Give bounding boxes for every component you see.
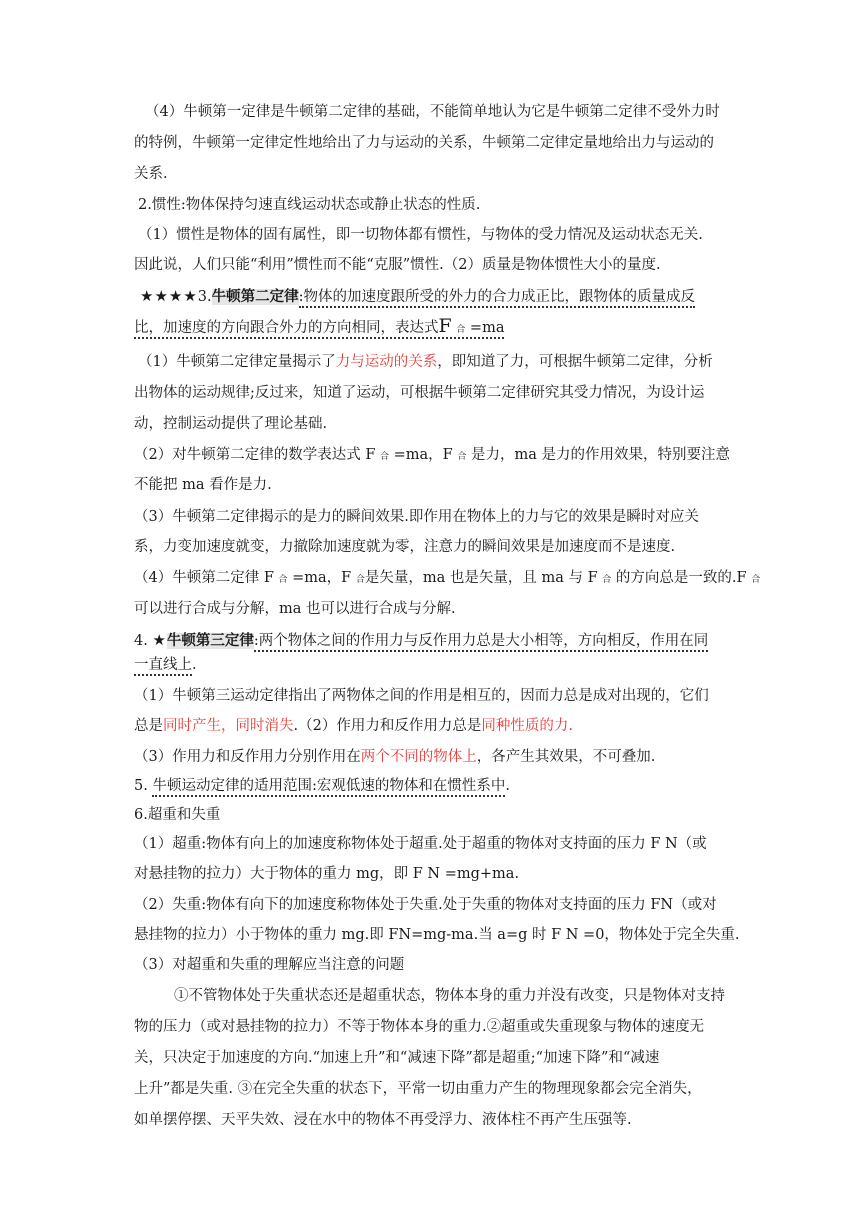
text-span: 的方向总是一致的.F: [611, 570, 752, 586]
text-span: ，各产生其效果，不可叠加.: [476, 749, 656, 765]
second-law-definition-part2: [134, 315, 505, 339]
text-span: （2）对牛顿第二定律的数学表达式 F: [134, 447, 381, 463]
subscript: 合: [380, 452, 390, 462]
third-law-heading-line2: [134, 655, 197, 675]
third-law-definition-part2: 一直线上: [134, 657, 192, 676]
second-law-p2-line2: 不能把 ma 看作是力.: [134, 477, 272, 493]
inertia-line1: （1）惯性是物体的固有属性，即一切物体都有惯性，与物体的受力情况及运动状态无关.: [138, 227, 703, 243]
formula-rhs: =ma: [469, 320, 505, 336]
subscript: 合: [602, 575, 612, 585]
second-law-definition-part1: :物体的加速度跟所受的外力的合力成正比，跟物体的质量成反: [299, 289, 695, 308]
emphasis-red: 两个不同的物体上: [360, 749, 477, 765]
second-law-p1-line3: 动，控制运动提供了理论基础.: [134, 416, 328, 432]
second-law-heading-line1: [140, 286, 695, 307]
formula-subscript: 合: [456, 325, 466, 335]
third-law-definition-part1: :两个物体之间的作用力与反作用力总是大小相等，方向相反，作用在同: [254, 633, 708, 652]
weightless-p2-line2: 悬挂物的拉力）小于物体的重力 mg.即 FN=mg-ma.当 a=g 时 F N =0，物体处于完全失重.: [134, 927, 740, 943]
inertia-line2: 因此说，人们只能“利用”惯性而不能“克服”惯性.（2）质量是物体惯性大小的量度.: [134, 257, 661, 273]
text-span: .（2）作用力和反作用力总是: [293, 718, 482, 734]
third-law-p1-line2: [134, 716, 573, 736]
second-law-p1-line2: 出物体的运动规律;反过来，知道了运动，可根据牛顿第二定律研究其受力情况，为设计运: [134, 385, 705, 401]
formula-F: F: [438, 315, 452, 337]
second-law-p4-line1: [134, 568, 760, 590]
weightless-p2-line1: （2）失重:物体有向下的加速度称物体处于失重.处于失重的物体对支持面的压力 FN（或对: [134, 897, 717, 913]
overweight-p1-line1: （1）超重:物体有向上的加速度称物体处于超重.处于超重的物体对支持面的压力 F N（或: [134, 836, 707, 852]
text-span: ，即知道了力，可根据牛顿第二定律，分析: [437, 354, 713, 370]
para-first-law-line3: 关系.: [134, 166, 168, 182]
text-span: （3）作用力和反作用力分别作用在: [134, 749, 361, 765]
third-law-p1-line1: （1）牛顿第三运动定律指出了两物体之间的作用是相互的，因而力总是成对出现的，它们: [134, 688, 709, 704]
period: .: [505, 778, 510, 794]
text-span: 是力，ma 是力的作用效果，特别要注意: [466, 447, 730, 463]
subscript: 合: [278, 575, 288, 585]
second-law-p1-line1: [138, 352, 713, 372]
notes-heading: （3）对超重和失重的理解应当注意的问题: [134, 957, 405, 973]
notes-line4: 上升”都是失重. ③在完全失重的状态下，平常一切由重力产生的物理现象都会完全消失，: [134, 1081, 702, 1097]
subscript: 合: [751, 575, 761, 585]
emphasis-red: 力与运动的关系: [335, 354, 438, 370]
text-span: =ma，F: [389, 447, 458, 463]
scope-line: [134, 776, 510, 796]
second-law-number: 3.: [197, 289, 212, 305]
emphasis-red: 同种性质的力.: [481, 718, 573, 734]
overweight-p1-line2: 对悬挂物的拉力）大于物体的重力 mg，即 F N =mg+ma.: [134, 866, 520, 882]
inertia-heading: 2.惯性:物体保持匀速直线运动状态或静止状态的性质.: [138, 197, 481, 213]
scope-number: 5.: [134, 778, 153, 794]
text-span: 是矢量，ma 也是矢量，且 ma 与 F: [364, 570, 603, 586]
definition-text: 比，加速度的方向跟合外力的方向相同，表达式: [134, 320, 439, 336]
subscript: 合: [457, 452, 467, 462]
period: .: [192, 657, 197, 673]
second-law-p2-line1: [134, 445, 730, 467]
emphasis-red: 同时产生，同时消失: [163, 718, 294, 734]
second-law-p3-line1: （3）牛顿第二定律揭示的是力的瞬间效果.即作用在物体上的力与它的效果是瞬时对应关: [134, 509, 699, 525]
notes-line1: ①不管物体处于失重状态还是超重状态，物体本身的重力并没有改变，只是物体对支持: [174, 988, 725, 1004]
text-span: （1）牛顿第二定律定量揭示了: [138, 354, 336, 370]
third-law-heading-line1: [134, 630, 708, 651]
second-law-p3-line2: 系，力变加速度就变，力撤除加速度就为零，注意力的瞬间效果是加速度而不是速度.: [134, 539, 676, 555]
notes-line2: 物的压力（或对悬挂物的拉力）不等于物体本身的重力.②超重或失重现象与物体的速度无: [134, 1019, 705, 1035]
text-span: （4）牛顿第二定律 F: [134, 570, 279, 586]
para-first-law-line2: 的特例，牛顿第一定律定性地给出了力与运动的关系，牛顿第二定律定量地给出力与运动的: [134, 135, 714, 151]
overweight-heading: 6.超重和失重: [134, 807, 221, 823]
rating-stars-icon: ★★★★: [140, 287, 198, 305]
second-law-p4-line2: 可以进行合成与分解，ma 也可以进行合成与分解.: [134, 601, 456, 617]
text-span: 总是: [134, 718, 163, 734]
text-span: =ma，F: [287, 570, 356, 586]
subscript: 合: [355, 575, 365, 585]
scope-text: 牛顿运动定律的适用范围:宏观低速的物体和在惯性系中: [152, 778, 505, 797]
notes-line3: 关，只决定于加速度的方向.“加速上升”和“减速下降”都是超重;“加速下降”和“减速: [134, 1050, 660, 1066]
rating-star-icon: ★: [152, 631, 167, 649]
second-law-title: 牛顿第二定律: [211, 289, 299, 305]
para-first-law-line1: （4）牛顿第一定律是牛顿第二定律的基础，不能简单地认为它是牛顿第二定律不受外力时: [145, 104, 720, 120]
notes-line5: 如单摆停摆、天平失效、浸在水中的物体不再受浮力、液体柱不再产生压强等.: [134, 1112, 632, 1128]
third-law-number: 4.: [134, 633, 148, 649]
third-law-p3-line: [134, 747, 655, 767]
second-law-heading-line2: [134, 316, 504, 340]
third-law-title: 牛顿第三定律: [166, 633, 254, 649]
